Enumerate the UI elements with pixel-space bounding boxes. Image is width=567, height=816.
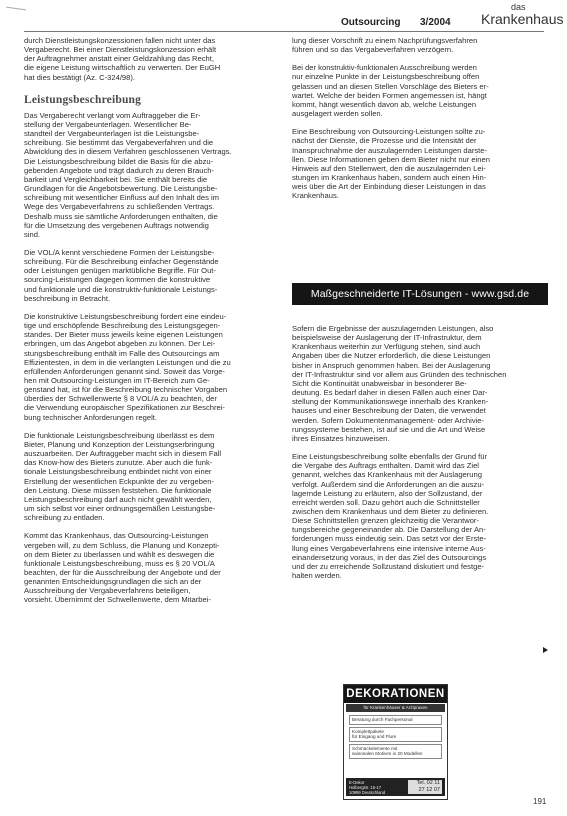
- header-section-title: Outsourcing: [341, 17, 401, 28]
- right-para-3: Eine Beschreibung von Outsourcing-Leistungen sollte zu- nächst der Dienste, die Prozesse und die Intensität der Inanspruchnahme der auszulagernden Leistungen darste- llen. Diese Informationen geben dem Bieter nicht nur einen Hinweis auf den Stellenwert, den die auszulagernden Lei- stungen im Krankenhaus haben, sondern auch einen Hin- weis über die Art der Einbindung dieser Leistungen in das Krankenhaus.: [292, 127, 490, 201]
- section-heading: Leistungsbeschreibung: [24, 93, 142, 106]
- ad-subtitle: für Krankenhäuser & Arztpraxen: [346, 704, 445, 712]
- left-para-intro: durch Dienstleistungskonzessionen fallen nicht unter das Vergaberecht. Bei einer Dienstleistungskonzession erhält der Auftragnehmer anstatt einer Geldzahlung das Recht, die eigene Leistung wirtschaftlich zu verwerten. Der EuGH hat dies bestätigt (Az. C-324/98).: [24, 36, 221, 82]
- left-column: [24, 36, 282, 605]
- advertisement-banner[interactable]: Maßgeschneiderte IT-Lösungen - www.gsd.de: [292, 283, 548, 305]
- right-column-bottom: [292, 324, 548, 580]
- ad-feature-list: [349, 715, 442, 761]
- ad-phone: Tel. 02 11 27 12 07: [408, 780, 442, 794]
- dekorationen-advertisement[interactable]: [343, 684, 448, 800]
- left-para-2: Die VOL/A kennt verschiedene Formen der Leistungsbe- schreibung. Für die Beschreibung einfacher Gegenstände oder Leistungen genügen marktübliche Begriffe. Für Out- sourcing-Leistungen dagegen kommen die konstruktive und funktionale und die konstruktiv-funktionale Leistungs- beschreibung in Betracht.: [24, 247, 219, 303]
- magazine-logo: [481, 2, 564, 30]
- header-divider: [24, 31, 544, 32]
- scan-corner-mark: [6, 7, 26, 11]
- logo-small-text: das: [511, 2, 526, 12]
- left-para-1: Das Vergaberecht verlangt vom Auftraggeber die Er- stellung der Vergabeunterlagen. Wesentlicher Be- standteil der Vergabeunterlagen ist die Leistungsbe- schreibung. Sie bestimmt das Vergabeverfahren und die Abwicklung des in diesem Verfahren geschlossenen Vertrags. Die Leistungsbeschreibung bildet die Basis für die abzu- gebenden Angebote und trägt dadurch zu deren Brauch- barkeit und Vergleichbarkeit bei. Sie enthält bereits die Grundlagen für die Angebotsbewertung. Die Leistungsbe- schreibung mit wesentlicher Einfluss auf den Inhalt des im Wege des Vergabeverfahrens zu schließenden Vertrags. Deshalb muss sie sämtliche Anforderungen enthalten, die für die Umsetzung des vergebenen Auftrags notwendig sind.: [24, 110, 232, 239]
- left-para-3: Die konstruktive Leistungsbeschreibung fordert eine eindeu- tige und erschöpfende Beschreibung des Leistungsgegen- standes. Der Bieter muss jeweils keine eigenen Leistungen erbringen, um das Angebot abgeben zu können. Der Lei- stungsbeschreibung enthält im Falle des Outsourcings am Effizientesten, in dem in die verlangten Leistungen und die zu erfüllenden Anforderungen genannt sind. Soweit das Vorge- hen mit Outsourcing-Leistungen im IT-Bereich zum Ge- genstand hat, ist für die Beschreibung technischer Vorgaben überdies der Schwellenwerte § 8 VOL/A zu beachten, der die Verwendung europäischer Spezifikationen zur Beschrei- bung technischer Anforderungen regelt.: [24, 311, 231, 422]
- ad-feature-item: Schmückelemente mit saisonalen Motiven in 20 Modellen: [349, 744, 442, 759]
- right-column-top: [292, 36, 548, 201]
- left-para-5: Kommt das Krankenhaus, das Outsourcing-Leistungen vergeben will, zu dem Schluss, die Planung und Konzepti- on dem Bieter zu überlassen und wählt es deswegen die funktionale Leistungsbeschreibung, muss es § 20 VOL/A beachten, der für die Ausschreibung der Angebote und der genannten Entscheidungsgrundlagen die sich an der Ausschreibung der Vergabeverfahrens beteiligen, vorsieht. Übernimmt der Schwellenwerte, dem Mitarbei-: [24, 531, 221, 605]
- page-number: 191: [533, 797, 547, 806]
- right-para-5: Eine Leistungsbeschreibung sollte ebenfalls der Grund für die Vergabe des Auftrags enthalten. Damit wird das Ziel genannt, welches das Krankenhaus mit der Auslagerung verfolgt. Außerdem sind die Anforderungen an die auszu- lagernde Leistung zu erläutern, also der Sollzustand, der erreicht werden soll. Dazu gehört auch die Schnittsteller zwischen dem Krankenhaus und dem Bieter zu definieren. Diese Schnittstellen grenzen gleichzeitig die Verantwor- tungsbereiche gegeneinander ab. Die Darstellung der An- forderungen muss eindeutig sein. Das setzt vor der Erste- llung eines Vergabeverfahrens eine intensive interne Aus- einandersetzung voraus, in der das Ziel des Outsourcings und der zu erreichende Sollzustand diskutiert und festge- halten werden.: [292, 452, 489, 581]
- ad-footer: [346, 778, 445, 796]
- right-para-1: lung dieser Vorschrift zu einem Nachprüfungsverfahren führen und so das Vergabeverfahren verzögern.: [292, 36, 478, 55]
- ad-feature-item: Beratung durch Fachpersonal: [349, 715, 442, 725]
- ad-title: DEKORATIONEN: [344, 685, 447, 703]
- logo-main-text: Krankenhaus: [481, 11, 564, 27]
- left-para-4: Die funktionale Leistungsbeschreibung überlässt es dem Bieter, Planung und Konzeption der Leistungserbringung auszuarbeiten. Der Auftraggeber macht sich in diesem Fall das Know-how des Bieters zunutze. Aber auch die funk- tionale Leistungsbeschreibung entbindet nicht von einer Erstellung der wesentlichen Eckpunkte der zu vergeben- den Leistung. Diese müssen feststehen. Die funktionale Leistungsbeschreibung darf auch nicht gewählt werden, um sich selbst vor einer ordnungsgemäßen Leistungsbe- schreibung zu entladen.: [24, 430, 222, 523]
- continue-arrow-icon: [543, 647, 548, 653]
- right-para-4: Sofern die Ergebnisse der auszulagernden Leistungen, also beispielsweise der Auslagerung der IT-Infrastruktur, dem Krankenhaus weiterhin zur Verfügung stehen, sind auch Angaben über die Nutzer erforderlich, die diese Leistungen bisher in Anspruch genommen haben. Bei der Auslagerung der IT-Infrastruktur sind vor allem aus Gründen des technischen Sicht die Kontinuität unabweisbar in besonderer Be- deutung. Es bedarf daher in diesen Fällen auch einer Dar- stellung der Kommunikationswege innerhalb des Kranken- hauses und einer Beschreibung der Daten, die verwendet werden. Sofern Dokumentenmanagement- oder Archivie- rungssysteme bestehen, ist auf sie und die Art und Weise ihres Einsatzes hinzuweisen.: [292, 324, 507, 443]
- ad-address: E-Dekor Holbergstr. 15-17 10999 Deutschland: [349, 780, 386, 795]
- ad-feature-item: Komplettpakete für Eingang und Flure: [349, 727, 442, 742]
- right-para-2: Bei der konstruktiv-funktionalen Ausschreibung werden nur einzelne Punkte in der Leistungsbeschreibung offen gelassen und an diesen Stellen Vorschläge des Bieters er- wartet. Welche der beiden Formen angemessen ist, hängt kommt, hängt wesentlich davon ab, welche Leistungen ausgelagert werden sollen.: [292, 63, 489, 119]
- header-issue-number: 3/2004: [420, 17, 451, 28]
